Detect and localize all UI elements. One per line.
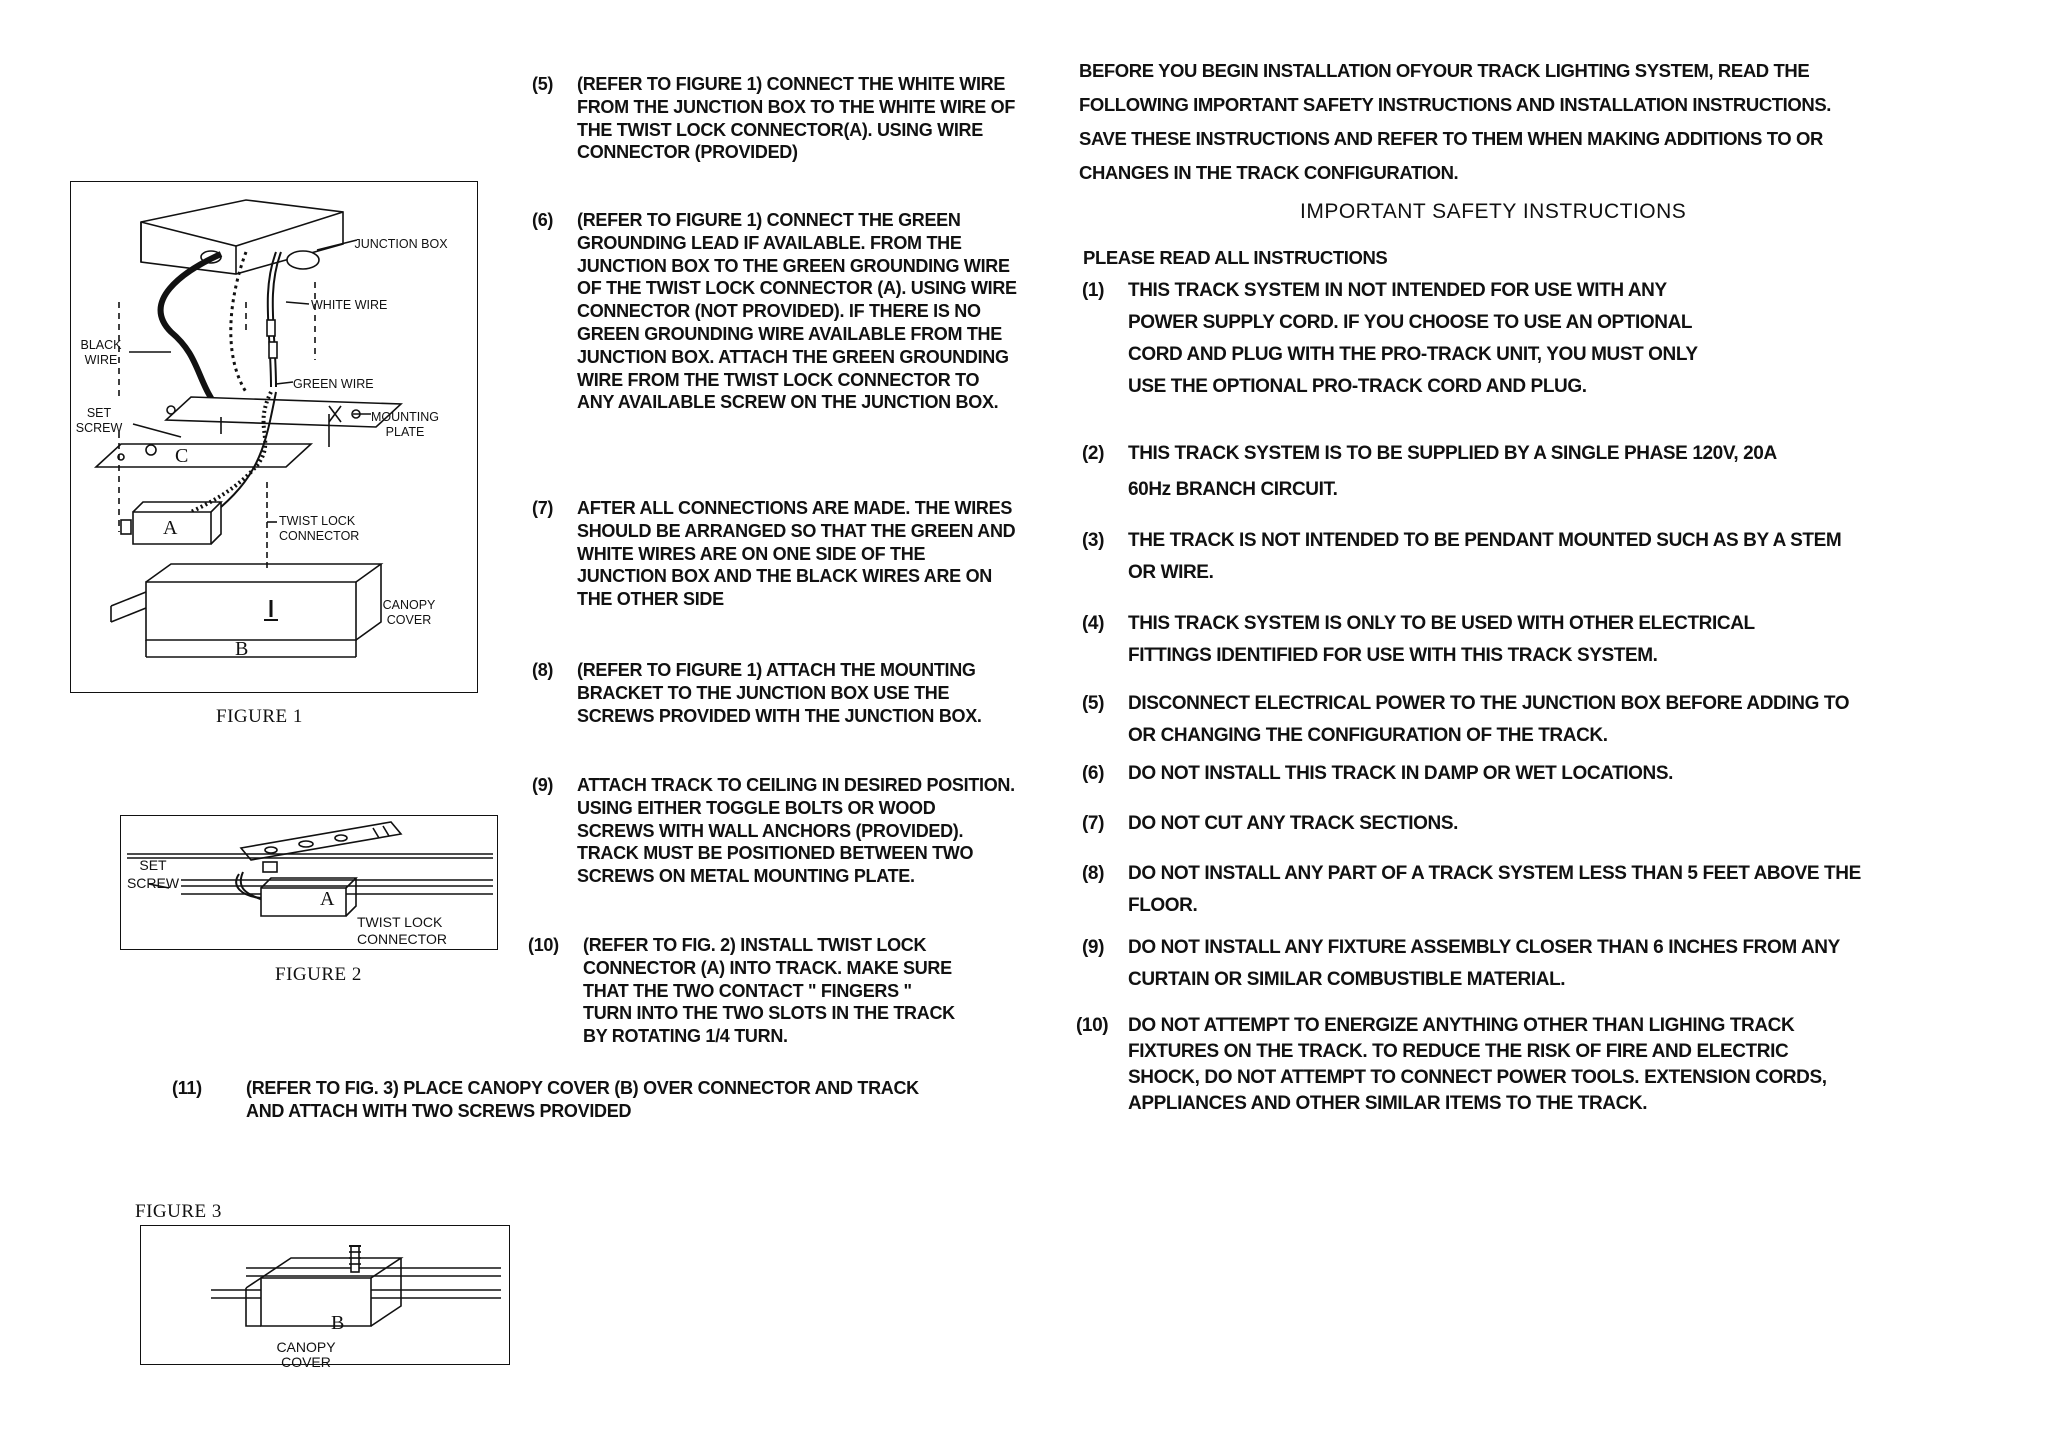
- safety-item-1-text: THIS TRACK SYSTEM IN NOT INTENDED FOR USE WITH ANY POWER SUPPLY CORD. IF YOU CHOOSE TO USE AN OPTIONAL CORD AND PLUG WITH THE PRO-TRACK UNIT, YOU MUST ONLY USE THE OPTIONAL PRO-TRACK CORD AND PLUG.: [1128, 280, 1698, 397]
- safety-item-7: [1082, 808, 1868, 840]
- figure-1-caption: FIGURE 1: [216, 706, 303, 727]
- safety-item-5: [1082, 688, 1858, 752]
- label-letter-a: A: [163, 517, 178, 539]
- safety-item-4-text: THIS TRACK SYSTEM IS ONLY TO BE USED WITH OTHER ELECTRICAL FITTINGS IDENTIFIED FOR USE WITH THIS TRACK SYSTEM.: [1128, 613, 1755, 666]
- figure-2-caption: FIGURE 2: [275, 964, 362, 985]
- safety-item-2-number: (2): [1082, 443, 1105, 464]
- label-letter-c: C: [175, 445, 189, 467]
- safety-item-2: [1082, 436, 1798, 508]
- step-9-text: ATTACH TRACK TO CEILING IN DESIRED POSITION. USING EITHER TOGGLE BOLTS OR WOOD SCREWS WITH WALL ANCHORS (PROVIDED). TRACK MUST BE POSITIONED BETWEEN TWO SCREWS ON METAL MOUNTING PLATE.: [577, 775, 1015, 887]
- step-11-number: (11): [172, 1078, 202, 1098]
- figure-1: [70, 181, 478, 693]
- figure-3-caption: FIGURE 3: [135, 1201, 222, 1222]
- step-11-text: (REFER TO FIG. 3) PLACE CANOPY COVER (B) OVER CONNECTOR AND TRACK AND ATTACH WITH TWO SCREWS PROVIDED: [246, 1078, 919, 1121]
- safety-item-1: [1082, 275, 1718, 403]
- safety-item-9: [1082, 932, 1848, 996]
- fig2-label-letter-a: A: [320, 888, 335, 910]
- step-9-number: (9): [532, 775, 554, 795]
- step-7: [532, 497, 1017, 611]
- safety-item-9-text: DO NOT INSTALL ANY FIXTURE ASSEMBLY CLOSER THAN 6 INCHES FROM ANY CURTAIN OR SIMILAR COMBUSTIBLE MATERIAL.: [1128, 937, 1840, 990]
- step-8: [532, 659, 1017, 727]
- label-black-wire: BLACK WIRE: [80, 338, 122, 367]
- step-7-number: (7): [532, 498, 554, 518]
- figure-3: [140, 1225, 510, 1370]
- label-letter-b: B: [235, 638, 249, 660]
- safety-item-3-text: THE TRACK IS NOT INTENDED TO BE PENDANT MOUNTED SUCH AS BY A STEM OR WIRE.: [1128, 530, 1842, 583]
- safety-item-3: [1082, 525, 1848, 589]
- figure-2: [120, 815, 498, 950]
- step-6: [532, 209, 1017, 414]
- label-canopy-cover: CANOPY COVER: [382, 598, 436, 627]
- safety-item-3-number: (3): [1082, 530, 1105, 551]
- step-5-text: (REFER TO FIGURE 1) CONNECT THE WHITE WIRE FROM THE JUNCTION BOX TO THE WHITE WIRE OF THE TWIST LOCK CONNECTOR(A). USING WIRE CONNECTOR (PROVIDED): [577, 74, 1016, 163]
- step-9: [532, 774, 1017, 888]
- fig2-label-set-screw: SET SCREW: [126, 857, 180, 891]
- step-8-number: (8): [532, 660, 554, 680]
- label-set-screw: SET SCREW: [75, 406, 123, 435]
- fig2-label-twist-lock-connector: TWIST LOCK CONNECTOR: [357, 914, 447, 947]
- label-mounting-plate: MOUNTING PLATE: [370, 410, 440, 439]
- safety-item-4-number: (4): [1082, 613, 1105, 634]
- safety-item-9-number: (9): [1082, 937, 1105, 958]
- safety-item-2-text: THIS TRACK SYSTEM IS TO BE SUPPLIED BY A SINGLE PHASE 120V, 20A 60Hz BRANCH CIRCUIT.: [1128, 443, 1777, 500]
- safety-item-4: [1082, 608, 1828, 672]
- safety-item-1-number: (1): [1082, 280, 1105, 301]
- safety-item-8-text: DO NOT INSTALL ANY PART OF A TRACK SYSTEM LESS THAN 5 FEET ABOVE THE FLOOR.: [1128, 863, 1861, 916]
- safety-item-7-text: DO NOT CUT ANY TRACK SECTIONS.: [1128, 813, 1459, 834]
- safety-heading: IMPORTANT SAFETY INSTRUCTIONS: [1300, 200, 1687, 223]
- safety-item-10-number: (10): [1076, 1015, 1109, 1036]
- safety-item-10: [1076, 1013, 1828, 1117]
- step-5-number: (5): [532, 74, 554, 94]
- safety-item-8: [1082, 858, 1888, 922]
- label-junction-box: JUNCTION BOX: [354, 237, 448, 251]
- step-5: [532, 73, 1017, 164]
- fig3-label-letter-b: B: [331, 1312, 345, 1334]
- safety-item-5-number: (5): [1082, 693, 1105, 714]
- step-10-number: (10): [528, 935, 559, 955]
- safety-item-5-text: DISCONNECT ELECTRICAL POWER TO THE JUNCTION BOX BEFORE ADDING TO OR CHANGING THE CONFIGURATION OF THE TRACK.: [1128, 693, 1850, 746]
- intro-paragraph: BEFORE YOU BEGIN INSTALLATION OFYOUR TRACK LIGHTING SYSTEM, READ THE FOLLOWING IMPORTANT SAFETY INSTRUCTIONS AND INSTALLATION INSTRUCTIONS. SAVE THESE INSTRUCTIONS AND REFER TO THEM WHEN MAKING ADDITIONS TO OR CHANGES IN THE TRACK CONFIGURATION.: [1079, 60, 1832, 183]
- label-white-wire: WHITE WIRE: [311, 298, 388, 312]
- safety-item-10-text: DO NOT ATTEMPT TO ENERGIZE ANYTHING OTHER THAN LIGHING TRACK FIXTURES ON THE TRACK. TO REDUCE THE RISK OF FIRE AND ELECTRIC SHOCK, DO NOT ATTEMPT TO CONNECT POWER TOOLS. EXTENSION CORDS, APPLIANCES AND OTHER SIMILAR ITEMS TO THE TRACK.: [1128, 1015, 1827, 1114]
- safety-item-6-number: (6): [1082, 763, 1105, 784]
- label-green-wire: GREEN WIRE: [293, 377, 374, 391]
- step-6-number: (6): [532, 210, 554, 230]
- step-11: [172, 1077, 946, 1123]
- safety-item-6-text: DO NOT INSTALL THIS TRACK IN DAMP OR WET LOCATIONS.: [1128, 763, 1674, 784]
- step-7-text: AFTER ALL CONNECTIONS ARE MADE. THE WIRES SHOULD BE ARRANGED SO THAT THE GREEN AND WHITE WIRES ARE ON ONE SIDE OF THE JUNCTION BOX AND THE BLACK WIRES ARE ON THE OTHER SIDE: [577, 498, 1016, 610]
- safety-item-8-number: (8): [1082, 863, 1105, 884]
- safety-item-7-number: (7): [1082, 813, 1105, 834]
- step-6-text: (REFER TO FIGURE 1) CONNECT THE GREEN GROUNDING LEAD IF AVAILABLE. FROM THE JUNCTION BOX TO THE GREEN GROUNDING WIRE OF THE TWIST LOCK CONNECTOR (A). USING WIRE CONNECTOR (NOT PROVIDED). IF THERE IS NO GREEN GROUNDING WIRE AVAILABLE FROM THE JUNCTION BOX. ATTACH THE GREEN GROUNDING WIRE FROM THE TWIST LOCK CONNECTOR TO ANY AVAILABLE SCREW ON THE JUNCTION BOX.: [577, 210, 1017, 413]
- step-10-text: (REFER TO FIG. 2) INSTALL TWIST LOCK CONNECTOR (A) INTO TRACK. MAKE SURE THAT THE TWO CONTACT " FINGERS " TURN INTO THE TWO SLOTS IN THE TRACK BY ROTATING 1/4 TURN.: [583, 935, 955, 1047]
- label-twist-lock-connector: TWIST LOCK CONNECTOR: [279, 514, 360, 543]
- step-10: [528, 934, 963, 1048]
- step-8-text: (REFER TO FIGURE 1) ATTACH THE MOUNTING BRACKET TO THE JUNCTION BOX USE THE SCREWS PROVIDED WITH THE JUNCTION BOX.: [577, 660, 982, 726]
- safety-item-6: [1082, 758, 1868, 790]
- please-read-all: PLEASE READ ALL INSTRUCTIONS: [1083, 247, 1388, 268]
- fig3-label-canopy-cover: CANOPY COVER: [276, 1339, 336, 1370]
